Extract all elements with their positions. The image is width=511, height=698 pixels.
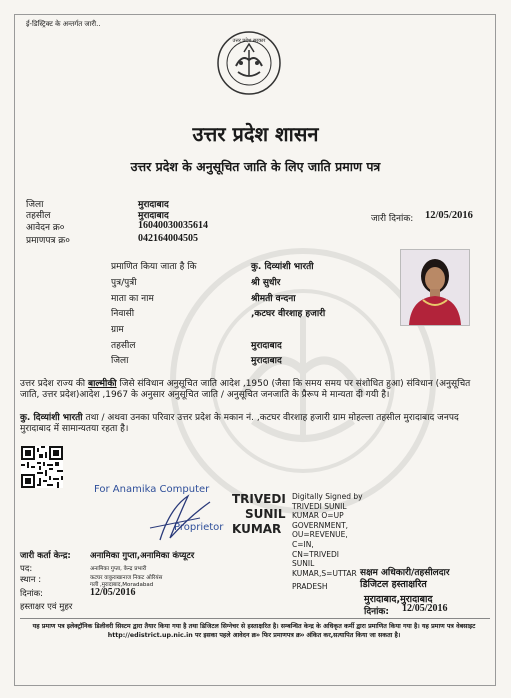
district-value: मुरादाबाद bbox=[138, 200, 169, 210]
person-district-value: मुरादाबाद bbox=[251, 356, 282, 366]
stamp-proprietor: Proprietor bbox=[174, 522, 224, 533]
person-tehsil-value: मुरादाबाद bbox=[251, 341, 282, 351]
issuer-date-value: 12/05/2016 bbox=[90, 587, 136, 598]
issuer-label: जारी कर्ता केन्द्र: bbox=[20, 551, 71, 561]
para2-name: कु. दिव्यांशी भारती bbox=[20, 413, 83, 423]
issue-date-value: 12/05/2016 bbox=[425, 210, 473, 221]
caste-declaration bbox=[20, 379, 482, 401]
certificate-title: उत्तर प्रदेश के अनुसूचित जाति के लिए जाति प्रमाण पत्र bbox=[130, 159, 381, 174]
emblem-text: उत्तर प्रदेश सरकार bbox=[232, 38, 266, 44]
issue-date-label: जारी दिनांक: bbox=[371, 214, 414, 224]
caste-name: बाल्मीकी bbox=[87, 379, 117, 389]
application-no-value: 16040030035614 bbox=[138, 220, 208, 231]
certify-label: प्रमाणित किया जाता है कि bbox=[111, 262, 197, 272]
digital-sign-label: डिजिटल हस्ताक्षरित bbox=[360, 579, 427, 590]
relation-label: पुत्र/पुत्री bbox=[111, 278, 137, 288]
person-district-label: जिला bbox=[111, 356, 129, 366]
footer-note: यह प्रमाण पत्र इलेक्ट्रॉनिक डिलीवरी सिस्टम द्वारा तैयार किया गया है तथा डिजिटल सिग्नेचर से हस्ताक्षरित है। सम्बन्धित केन्द्र के अधिकृत कर्मी द्वारा प्रमाणित किया गया है। यह प्रमाण पत्र वेबसाइट http://edistrict.up.nic.in पर इसका पहले आवेदन क्र० फिर प्रमाणपत्र क्र० अंकित कर,सत्यापित किया जा सकता है। bbox=[32, 623, 476, 639]
issuer-value: अनामिका गुप्ता,अनामिका कंप्यूटर bbox=[90, 551, 195, 561]
officer-date-value: 12/05/2016 bbox=[402, 603, 448, 614]
tehsil-label: तहसील bbox=[26, 211, 51, 221]
proprietor-signature-icon bbox=[140, 488, 225, 548]
officer-title: सक्षम अधिकारी/तहसीलदार bbox=[360, 568, 450, 578]
para1-prefix: उत्तर प्रदेश राज्य की bbox=[20, 379, 86, 389]
govt-title: उत्तर प्रदेश शासन bbox=[192, 122, 319, 146]
resident-value: ,कटघर वीरशाह हजारी bbox=[251, 309, 326, 319]
stamp-firm-name: For Anamika Computer bbox=[94, 484, 210, 495]
certificate-no-label: प्रमाणपत्र क्र० bbox=[26, 236, 70, 246]
village-label: ग्राम bbox=[111, 325, 124, 335]
mother-label: माता का नाम bbox=[111, 294, 154, 304]
post-value: अनामिका गुप्ता, केन्द्र प्रभारी bbox=[90, 566, 147, 572]
place-value-2: गली ,मुरादाबाद,Moradabad bbox=[90, 582, 154, 588]
signer-name: TRIVEDI SUNIL KUMAR bbox=[232, 492, 286, 536]
certificate-no-value: 042164004505 bbox=[138, 233, 198, 244]
district-label: जिला bbox=[26, 200, 44, 210]
candidate-name: कु. दिव्यांशी भारती bbox=[251, 262, 314, 272]
person-tehsil-label: तहसील bbox=[111, 341, 136, 351]
resident-label: निवासी bbox=[111, 309, 135, 319]
mother-name: श्रीमती वन्दना bbox=[251, 294, 296, 304]
residence-declaration bbox=[20, 413, 482, 435]
signature-seal-label: हस्ताक्षर एवं मुहर bbox=[20, 602, 73, 612]
para1-text: जिसे संविधान अनुसूचित जाति आदेश ,1950 (जैसा कि समय समय पर संशोधित हुआ) संविधान (अनुसूचित जाति, उत्तर प्रदेश)आदेश ,1967 के अनुसार अनुसूचित जाति / अनुसूचित जनजाति के प्रैरूप मे मान्यता दी गयी है। bbox=[20, 379, 471, 400]
candidate-photo bbox=[400, 249, 470, 326]
father-name: श्री सुधीर bbox=[251, 278, 281, 288]
officer-date-label: दिनांक: bbox=[364, 607, 389, 617]
footer-divider bbox=[20, 618, 490, 619]
digital-signature-block: Digitally Signed by TRIVEDI SUNIL KUMAR O=UP GOVERNMENT, OU=REVENUE, C=IN, CN=TRIVEDI SUNIL KUMAR,S=UTTAR PRADESH bbox=[292, 492, 363, 592]
qr-code-icon bbox=[21, 446, 63, 488]
place-label: स्थान : bbox=[20, 575, 42, 585]
para2-text: तथा / अथवा उनका परिवार उत्तर प्रदेश के मकान नं. ,कटघर वीरशाह हजारी ग्राम मोहल्ला तहसील मुरादाबाद जनपद मुरादाबाद में सामान्यतया रहता है। bbox=[20, 413, 459, 434]
post-label: पद: bbox=[20, 564, 33, 574]
issuer-date-label: दिनांक: bbox=[20, 589, 44, 599]
tehsil-value: मुरादाबाद bbox=[138, 211, 169, 221]
application-no-label: आवेदन क्र० bbox=[26, 223, 65, 233]
officer-place: मुरादाबाद,मुरादाबाद bbox=[364, 594, 433, 605]
place-value-1: कटघर वाकुराखानाज निकट ओरियंस bbox=[90, 575, 163, 581]
header-note: ई-डिस्ट्रिक्ट के अन्तर्गत जारी.. bbox=[26, 20, 101, 28]
